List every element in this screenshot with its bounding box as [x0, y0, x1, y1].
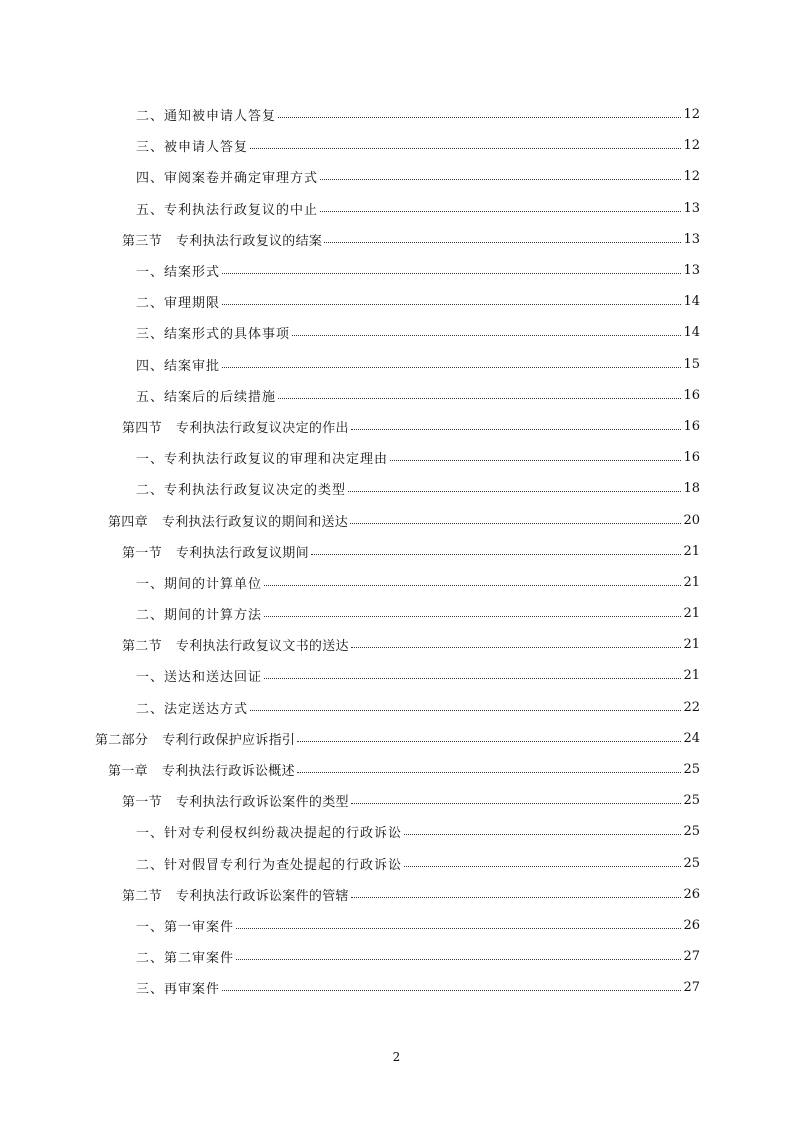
dot-leader — [348, 491, 681, 492]
dot-leader — [222, 273, 681, 274]
toc-entry-item[interactable] — [0, 972, 793, 1003]
toc-entry-page: 16 — [683, 418, 700, 434]
dot-leader — [351, 803, 682, 804]
toc-entry-label — [136, 292, 220, 311]
toc-entry-item[interactable] — [0, 567, 793, 598]
dot-leader — [278, 117, 681, 118]
toc-entry-label — [136, 105, 276, 124]
toc-entry-page: 12 — [683, 107, 700, 123]
toc-entry-title: 专利执法行政复议决定的作出 — [175, 420, 349, 436]
toc-entry-title: 二、法定送达方式 — [136, 701, 249, 717]
toc-entry-label — [136, 604, 262, 623]
toc-entry-label — [108, 760, 295, 779]
toc-entry-part[interactable] — [0, 723, 793, 754]
toc-entry-label — [136, 573, 262, 592]
toc-entry-title: 专利执法行政诉讼案件的类型 — [175, 795, 349, 811]
dot-leader — [350, 523, 681, 524]
toc-entry-item[interactable] — [0, 848, 793, 879]
toc-entry-number: 第二节 — [122, 888, 162, 904]
toc-entry-title: 三、结案形式的具体事项 — [136, 327, 291, 343]
toc-entry-label — [136, 323, 290, 342]
toc-entry-page: 14 — [683, 294, 700, 310]
toc-entry-item[interactable] — [0, 442, 793, 473]
toc-entry-item[interactable] — [0, 692, 793, 723]
table-of-contents — [0, 99, 793, 1003]
toc-entry-title: 一、专利执法行政复议的审理和决定理由 — [136, 452, 389, 468]
toc-entry-title: 专利执法行政诉讼概述 — [161, 764, 295, 780]
toc-entry-item[interactable] — [0, 473, 793, 504]
toc-entry-page: 25 — [683, 762, 700, 778]
toc-entry-item[interactable] — [0, 598, 793, 629]
toc-entry-number: 第二部分 — [95, 732, 149, 748]
toc-entry-page: 27 — [683, 980, 700, 996]
toc-entry-page: 26 — [683, 917, 700, 933]
toc-entry-page: 27 — [683, 949, 700, 965]
toc-entry-page: 12 — [683, 169, 700, 185]
toc-entry-number: 第三节 — [122, 233, 162, 249]
toc-entry-label — [122, 230, 322, 249]
dot-leader — [264, 678, 681, 679]
dot-leader — [404, 834, 681, 835]
toc-entry-title: 四、审阅案卷并确定审理方式 — [136, 171, 319, 187]
dot-leader — [320, 211, 681, 212]
toc-entry-title: 三、被申请人答复 — [136, 140, 249, 156]
toc-entry-item[interactable] — [0, 99, 793, 130]
dot-leader — [351, 897, 682, 898]
dot-leader — [320, 179, 681, 180]
toc-entry-label — [136, 136, 248, 155]
toc-entry-page: 21 — [683, 606, 700, 622]
toc-entry-title: 专利执法行政复议的结案 — [175, 233, 323, 249]
toc-entry-section[interactable] — [0, 224, 793, 255]
dot-leader — [351, 647, 682, 648]
toc-entry-title: 五、结案后的后续措施 — [136, 389, 277, 405]
toc-entry-section[interactable] — [0, 629, 793, 660]
toc-entry-section[interactable] — [0, 536, 793, 567]
toc-entry-title: 五、专利执法行政复议的中止 — [136, 202, 319, 218]
dot-leader — [390, 460, 681, 461]
toc-entry-title: 一、针对专利侵权纠纷裁决提起的行政诉讼 — [136, 826, 403, 842]
toc-entry-label — [122, 885, 349, 904]
toc-entry-title: 一、第一审案件 — [136, 919, 235, 935]
toc-entry-page: 15 — [683, 356, 700, 372]
toc-entry-page: 26 — [683, 886, 700, 902]
page-number: 2 — [392, 1050, 401, 1064]
toc-entry-item[interactable] — [0, 380, 793, 411]
toc-entry-item[interactable] — [0, 941, 793, 972]
toc-entry-page: 16 — [683, 387, 700, 403]
toc-entry-title: 一、送达和送达回证 — [136, 670, 263, 686]
toc-entry-item[interactable] — [0, 193, 793, 224]
toc-entry-page: 25 — [683, 824, 700, 840]
toc-entry-page: 16 — [683, 450, 700, 466]
toc-entry-section[interactable] — [0, 411, 793, 442]
toc-entry-label — [136, 854, 402, 873]
toc-entry-title: 二、针对假冒专利行为查处提起的行政诉讼 — [136, 857, 403, 873]
dot-leader — [404, 866, 681, 867]
toc-entry-page: 13 — [683, 231, 700, 247]
dot-leader — [236, 928, 681, 929]
toc-entry-title: 专利执法行政复议期间 — [175, 545, 309, 561]
dot-leader — [264, 585, 681, 586]
dot-leader — [250, 710, 681, 711]
toc-entry-number: 第四节 — [122, 420, 162, 436]
toc-entry-title: 二、第二审案件 — [136, 951, 235, 967]
toc-entry-label — [122, 542, 309, 561]
toc-entry-page: 13 — [683, 200, 700, 216]
toc-entry-page: 21 — [683, 574, 700, 590]
toc-entry-label — [136, 822, 402, 841]
toc-entry-title: 专利执法行政复议文书的送达 — [175, 639, 349, 655]
dot-leader — [222, 304, 681, 305]
toc-entry-label — [136, 355, 220, 374]
toc-entry-page: 12 — [683, 138, 700, 154]
toc-entry-page: 14 — [683, 325, 700, 341]
toc-entry-label — [108, 511, 348, 530]
toc-entry-item[interactable] — [0, 161, 793, 192]
toc-entry-title: 专利行政保护应诉指引 — [162, 732, 296, 748]
toc-entry-label — [122, 791, 349, 810]
dot-leader — [351, 429, 682, 430]
toc-entry-number: 第一节 — [122, 795, 162, 811]
dot-leader — [278, 398, 681, 399]
toc-entry-page: 21 — [683, 543, 700, 559]
dot-leader — [311, 554, 682, 555]
toc-entry-title: 二、审理期限 — [136, 296, 221, 312]
toc-entry-label — [122, 417, 349, 436]
toc-entry-page: 21 — [683, 668, 700, 684]
toc-entry-item[interactable] — [0, 816, 793, 847]
toc-entry-section[interactable] — [0, 879, 793, 910]
dot-leader — [324, 242, 681, 243]
toc-entry-label — [136, 479, 346, 498]
toc-entry-item[interactable] — [0, 910, 793, 941]
toc-entry-label — [136, 666, 262, 685]
toc-entry-title: 一、期间的计算单位 — [136, 576, 263, 592]
toc-entry-number: 第一节 — [122, 545, 162, 561]
toc-entry-section[interactable] — [0, 785, 793, 816]
toc-entry-item[interactable] — [0, 317, 793, 348]
toc-entry-label — [136, 261, 220, 280]
toc-entry-number: 第四章 — [108, 514, 148, 530]
toc-entry-item[interactable] — [0, 130, 793, 161]
toc-entry-page: 25 — [683, 793, 700, 809]
dot-leader — [236, 959, 681, 960]
dot-leader — [297, 772, 682, 773]
toc-entry-page: 22 — [683, 699, 700, 715]
toc-entry-page: 13 — [683, 263, 700, 279]
toc-entry-title: 专利执法行政诉讼案件的管辖 — [175, 888, 349, 904]
dot-leader — [222, 367, 681, 368]
toc-entry-label — [136, 698, 248, 717]
toc-entry-item[interactable] — [0, 255, 793, 286]
toc-entry-label — [136, 978, 220, 997]
toc-entry-title: 一、结案形式 — [136, 265, 221, 281]
dot-leader — [297, 741, 681, 742]
toc-entry-title: 二、通知被申请人答复 — [136, 109, 277, 125]
toc-entry-title: 二、期间的计算方法 — [136, 608, 263, 624]
toc-entry-chapter[interactable] — [0, 754, 793, 785]
toc-entry-title: 四、结案审批 — [136, 358, 221, 374]
toc-entry-label — [136, 916, 234, 935]
toc-entry-page: 20 — [683, 512, 700, 528]
toc-entry-page: 24 — [683, 730, 700, 746]
toc-entry-label — [95, 729, 295, 748]
toc-entry-chapter[interactable] — [0, 504, 793, 535]
dot-leader — [264, 616, 681, 617]
toc-entry-item[interactable] — [0, 286, 793, 317]
toc-entry-title: 二、专利执法行政复议决定的类型 — [136, 483, 347, 499]
dot-leader — [292, 335, 681, 336]
toc-entry-title: 三、再审案件 — [136, 982, 221, 998]
toc-entry-item[interactable] — [0, 660, 793, 691]
toc-entry-label — [136, 386, 276, 405]
toc-entry-label — [122, 635, 349, 654]
toc-entry-label — [136, 199, 318, 218]
toc-entry-page: 18 — [683, 481, 700, 497]
dot-leader — [222, 990, 681, 991]
toc-entry-label — [136, 448, 388, 467]
dot-leader — [250, 148, 681, 149]
toc-entry-label — [136, 947, 234, 966]
toc-entry-title: 专利执法行政复议的期间和送达 — [161, 514, 349, 530]
toc-entry-number: 第一章 — [108, 764, 148, 780]
toc-entry-page: 21 — [683, 637, 700, 653]
toc-entry-item[interactable] — [0, 349, 793, 380]
toc-entry-number: 第二节 — [122, 639, 162, 655]
toc-entry-page: 25 — [683, 855, 700, 871]
toc-entry-label — [136, 167, 318, 186]
